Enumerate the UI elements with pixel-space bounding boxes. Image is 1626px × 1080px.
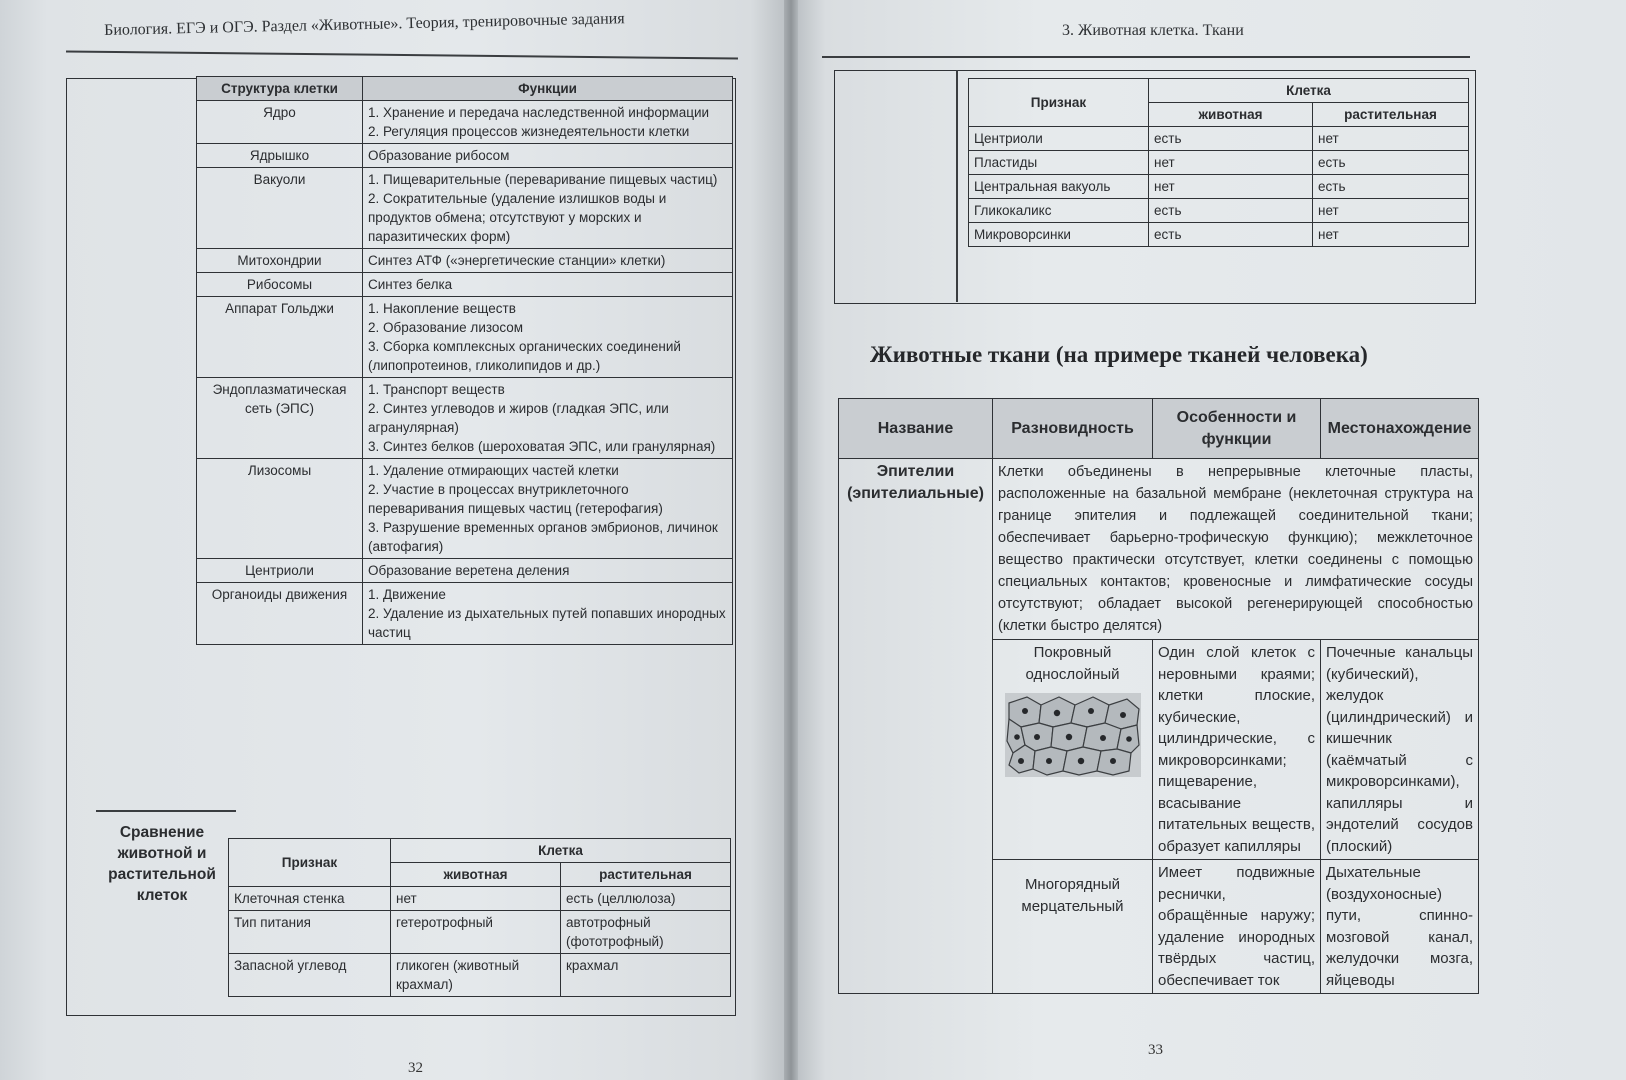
variety-features: Имеет подвижные реснички, обращённые наружу; удаление инородных твёрдых частиц, обеспечивает ток — [1153, 860, 1321, 994]
function-line: 3. Сборка комплексных органических соединений (липопротеинов, гликолипидов и др.) — [368, 339, 681, 373]
feature-cell: Клеточная стенка — [229, 887, 391, 911]
col-header-functions: Функции — [363, 77, 733, 101]
col-header-cell: Клетка — [1149, 79, 1469, 103]
feature-cell: Микроворсинки — [969, 223, 1149, 247]
tissue-description: Клетки объединены в непрерывные клеточные пласты, расположенные на базальной мембране (неклеточная структура на границе эпителия и подлежащей соединительной ткани; обеспечивает барьерно-трофическую функцию); межклеточное вещество практически отсутствует, клетки соединены с помощью специальных контактов; кровеносные и лимфатические сосуды отсутствуют; обладает высокой регенерирующей способностью (клетки быстро делятся) — [993, 459, 1479, 640]
col-header-features: Особенности и функции — [1153, 399, 1321, 459]
right-comparison-table — [968, 78, 1469, 247]
function-line: 2. Синтез углеводов и жиров (гладкая ЭПС, или агранулярная) — [368, 401, 669, 435]
animal-cell: нет — [1149, 175, 1313, 199]
structure-name: Лизосомы — [197, 459, 363, 559]
feature-cell: Центральная вакуоль — [969, 175, 1149, 199]
variety-location: Дыхательные (воздухоносные) пути, спинно-мозговой канал, желудочки мозга, яйцеводы — [1321, 860, 1479, 994]
table-row — [969, 175, 1469, 199]
function-line: 1. Пищеварительные (переваривание пищевых частиц) — [368, 172, 718, 187]
function-line: 1. Транспорт веществ — [368, 382, 505, 397]
col-header-plant: растительная — [561, 863, 731, 887]
structure-name: Аппарат Гольджи — [197, 297, 363, 378]
right-running-head: 3. Животная клетка. Ткани — [1062, 22, 1244, 39]
tissue-table — [838, 398, 1479, 994]
function-line: 2. Сократительные (удаление излишков воды и продуктов обмена; отсутствуют у морских и паразитических форм) — [368, 191, 667, 244]
structure-name: Ядро — [197, 101, 363, 144]
book-gutter — [784, 0, 798, 1080]
structure-name: Органоиды движения — [197, 583, 363, 645]
plant-cell: нет — [1313, 199, 1469, 223]
table-row — [197, 459, 733, 559]
function-line: 1. Удаление отмирающих частей клетки — [368, 463, 619, 478]
function-line: Образование веретена деления — [363, 559, 733, 583]
table-row — [839, 459, 1479, 640]
structure-name: Центриоли — [197, 559, 363, 583]
table-row — [969, 199, 1469, 223]
right-head-rule — [822, 56, 1470, 58]
col-header-animal: животная — [391, 863, 561, 887]
table-row — [229, 887, 731, 911]
animal-cell: гликоген (животный крахмал) — [391, 954, 561, 997]
variety-name: Покровный однослойный — [1025, 644, 1120, 683]
feature-cell: Запасной углевод — [229, 954, 391, 997]
structure-name: Рибосомы — [197, 273, 363, 297]
right-page-number: 33 — [1148, 1042, 1163, 1058]
feature-cell: Гликокаликс — [969, 199, 1149, 223]
plant-cell: автотрофный (фототрофный) — [561, 911, 731, 954]
left-comparison-table — [228, 838, 731, 997]
function-line: 2. Образование лизосом — [368, 320, 524, 335]
animal-cell: есть — [1149, 127, 1313, 151]
table-row — [969, 151, 1469, 175]
function-line: 1. Накопление веществ — [368, 301, 516, 316]
cell-structure-table — [196, 76, 733, 645]
left-frame-divider — [96, 810, 236, 812]
function-line: 1. Хранение и передача наследственной информации — [368, 105, 710, 120]
feature-cell: Тип питания — [229, 911, 391, 954]
function-line: Синтез АТФ («энергетические станции» клетки) — [363, 249, 733, 273]
table-row — [969, 127, 1469, 151]
variety-location: Почечные канальцы (кубический), желудок (цилиндрический) и кишечник (каёмчатый с микроворсинками), капилляры и эндотелий сосудов (плоский) — [1321, 640, 1479, 860]
function-line: 3. Разрушение временных органов эмбрионов, личинок (автофагия) — [368, 520, 718, 554]
col-header-animal: животная — [1149, 103, 1313, 127]
col-header-variety: Разновидность — [993, 399, 1153, 459]
function-line: 2. Участие в процессах внутриклеточного переваривания пищевых частиц (гетерофагия) — [368, 482, 663, 516]
variety-name: Многорядный мерцательный — [993, 860, 1153, 994]
function-line: 2. Удаление из дыхательных путей попавших инородных частиц — [368, 606, 726, 640]
col-header-feature: Признак — [229, 839, 391, 887]
plant-cell: есть — [1313, 175, 1469, 199]
variety-features: Один слой клеток с неровными краями; клетки плоские, кубические, цилиндрические, с микроворсинками; пищеварение, всасывание питательных веществ, образует капилляры — [1153, 640, 1321, 860]
function-line: 1. Движение — [368, 587, 446, 602]
right-top-frame-divider — [956, 70, 958, 302]
table-row — [229, 954, 731, 997]
col-header-structure: Структура клетки — [197, 77, 363, 101]
table-row — [197, 249, 733, 273]
tissue-name: Эпителии (эпителиальные) — [839, 459, 993, 994]
table-row — [197, 297, 733, 378]
table-row — [197, 583, 733, 645]
epithelium-cells-illustration — [1005, 693, 1141, 777]
plant-cell: нет — [1313, 223, 1469, 247]
feature-cell: Центриоли — [969, 127, 1149, 151]
col-header-location: Местонахождение — [1321, 399, 1479, 459]
comparison-label: Сравнение животной и растительной клеток — [108, 824, 216, 904]
table-row — [197, 559, 733, 583]
function-line: Синтез белка — [363, 273, 733, 297]
function-line: 3. Синтез белков (шероховатая ЭПС, или гранулярная) — [368, 439, 716, 454]
table-row — [197, 101, 733, 144]
animal-cell: гетеротрофный — [391, 911, 561, 954]
structure-name: Митохондрии — [197, 249, 363, 273]
plant-cell: есть (целлюлоза) — [561, 887, 731, 911]
table-row — [197, 168, 733, 249]
function-line: Образование рибосом — [363, 144, 733, 168]
table-row — [197, 144, 733, 168]
table-row — [197, 378, 733, 459]
structure-name: Эндоплазматическая сеть (ЭПС) — [197, 378, 363, 459]
feature-cell: Пластиды — [969, 151, 1149, 175]
col-header-plant: растительная — [1313, 103, 1469, 127]
table-row — [197, 273, 733, 297]
structure-name: Вакуоли — [197, 168, 363, 249]
function-line: 2. Регуляция процессов жизнедеятельности клетки — [368, 124, 690, 139]
table-row — [969, 223, 1469, 247]
plant-cell: крахмал — [561, 954, 731, 997]
left-page-number: 32 — [408, 1060, 423, 1076]
animal-cell: есть — [1149, 199, 1313, 223]
animal-cell: есть — [1149, 223, 1313, 247]
section-heading: Животные ткани (на примере тканей человека) — [870, 342, 1368, 367]
left-running-head: Биология. ЕГЭ и ОГЭ. Раздел «Животные». Теория, тренировочные задания — [104, 10, 625, 39]
plant-cell: нет — [1313, 127, 1469, 151]
table-row — [229, 911, 731, 954]
col-header-cell: Клетка — [391, 839, 731, 863]
structure-name: Ядрышко — [197, 144, 363, 168]
animal-cell: нет — [391, 887, 561, 911]
col-header-name: Название — [839, 399, 993, 459]
plant-cell: есть — [1313, 151, 1469, 175]
animal-cell: нет — [1149, 151, 1313, 175]
col-header-feature: Признак — [969, 79, 1149, 127]
